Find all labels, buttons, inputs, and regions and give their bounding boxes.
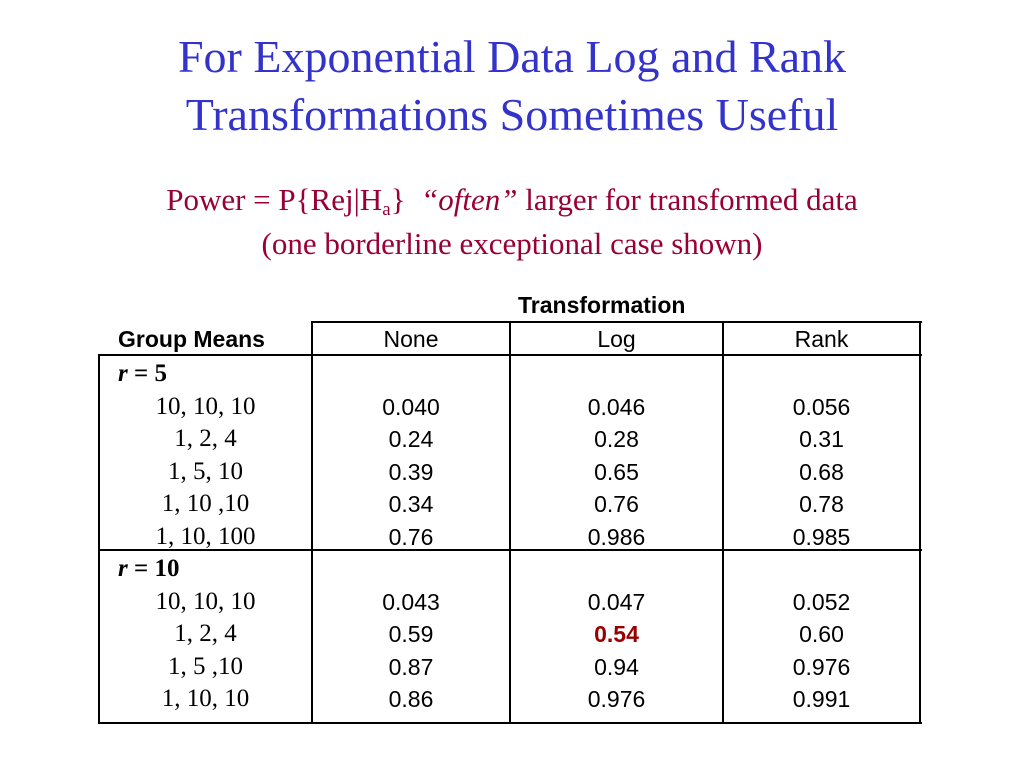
slide-subtitle (0, 178, 1024, 266)
power-none-cell: 0.87 (388, 654, 434, 680)
power-none-cell: 0.86 (388, 686, 434, 712)
table-top-rule (312, 321, 922, 323)
group-label (118, 553, 179, 585)
group-label-value: = 10 (127, 555, 180, 582)
group-means-cell: 1, 5 ,10 (168, 653, 243, 680)
power-log-cell: 0.046 (587, 394, 646, 420)
power-subscript: a (382, 199, 391, 220)
column-header-none: None (383, 326, 439, 352)
power-log-cell: 0.047 (587, 589, 646, 615)
slide-title (0, 28, 1024, 144)
power-prefix: Power = P{Rej|H (166, 182, 383, 217)
group-label-value: = 5 (127, 360, 167, 387)
power-none-cell: 0.59 (388, 621, 434, 647)
power-log-cell: 0.65 (594, 459, 639, 485)
often-emphasis: “often” (421, 182, 518, 217)
group-means-cell: 1, 10, 10 (161, 685, 250, 712)
power-none-cell: 0.39 (388, 459, 434, 485)
power-log-cell: 0.976 (587, 686, 646, 712)
column-header-log: Log (597, 326, 636, 352)
power-rank-cell: 0.60 (799, 621, 844, 647)
power-rank-cell: 0.78 (799, 491, 844, 517)
power-none-cell: 0.76 (388, 524, 434, 550)
group-label-variable: r (118, 360, 128, 387)
group-means-cell: 10, 10, 10 (155, 393, 256, 420)
subtitle-line-2: (one borderline exceptional case shown) (261, 226, 763, 261)
power-suffix: } (390, 182, 406, 217)
power-rank-cell: 0.052 (792, 589, 851, 615)
power-none-cell: 0.040 (382, 394, 440, 420)
power-rank-cell: 0.056 (792, 394, 851, 420)
slide-title-line-2: Transformations Sometimes Useful (185, 89, 839, 140)
power-rank-cell: 0.31 (799, 426, 844, 452)
power-rank-cell: 0.991 (792, 686, 851, 712)
power-log-cell: 0.986 (587, 524, 646, 550)
power-rank-cell: 0.68 (799, 459, 844, 485)
power-log-cell: 0.76 (594, 491, 639, 517)
power-rank-cell: 0.976 (792, 654, 851, 680)
group-means-cell: 10, 10, 10 (155, 588, 256, 615)
group-means-cell: 1, 10, 100 (155, 523, 256, 550)
power-log-cell: 0.54 (594, 621, 639, 647)
group-means-cell: 1, 2, 4 (174, 425, 237, 452)
group-label (118, 358, 167, 390)
transformation-header: Transformation (518, 292, 686, 318)
power-log-cell: 0.94 (594, 654, 639, 680)
slide-title-line-1: For Exponential Data Log and Rank (177, 31, 847, 82)
group-means-cell: 1, 10 ,10 (161, 490, 250, 517)
power-none-cell: 0.34 (388, 491, 434, 517)
power-log-cell: 0.28 (594, 426, 639, 452)
power-rank-cell: 0.985 (792, 524, 851, 550)
group-means-cell: 1, 2, 4 (174, 620, 237, 647)
group-label-variable: r (118, 555, 128, 582)
subtitle-line-1 (0, 178, 1024, 222)
group-means-cell: 1, 5, 10 (168, 458, 243, 485)
subtitle-rest: larger for transformed data (517, 182, 858, 217)
column-header-rank: Rank (794, 326, 849, 352)
group-means-header: Group Means (118, 326, 265, 352)
power-none-cell: 0.24 (388, 426, 434, 452)
power-none-cell: 0.043 (382, 589, 440, 615)
